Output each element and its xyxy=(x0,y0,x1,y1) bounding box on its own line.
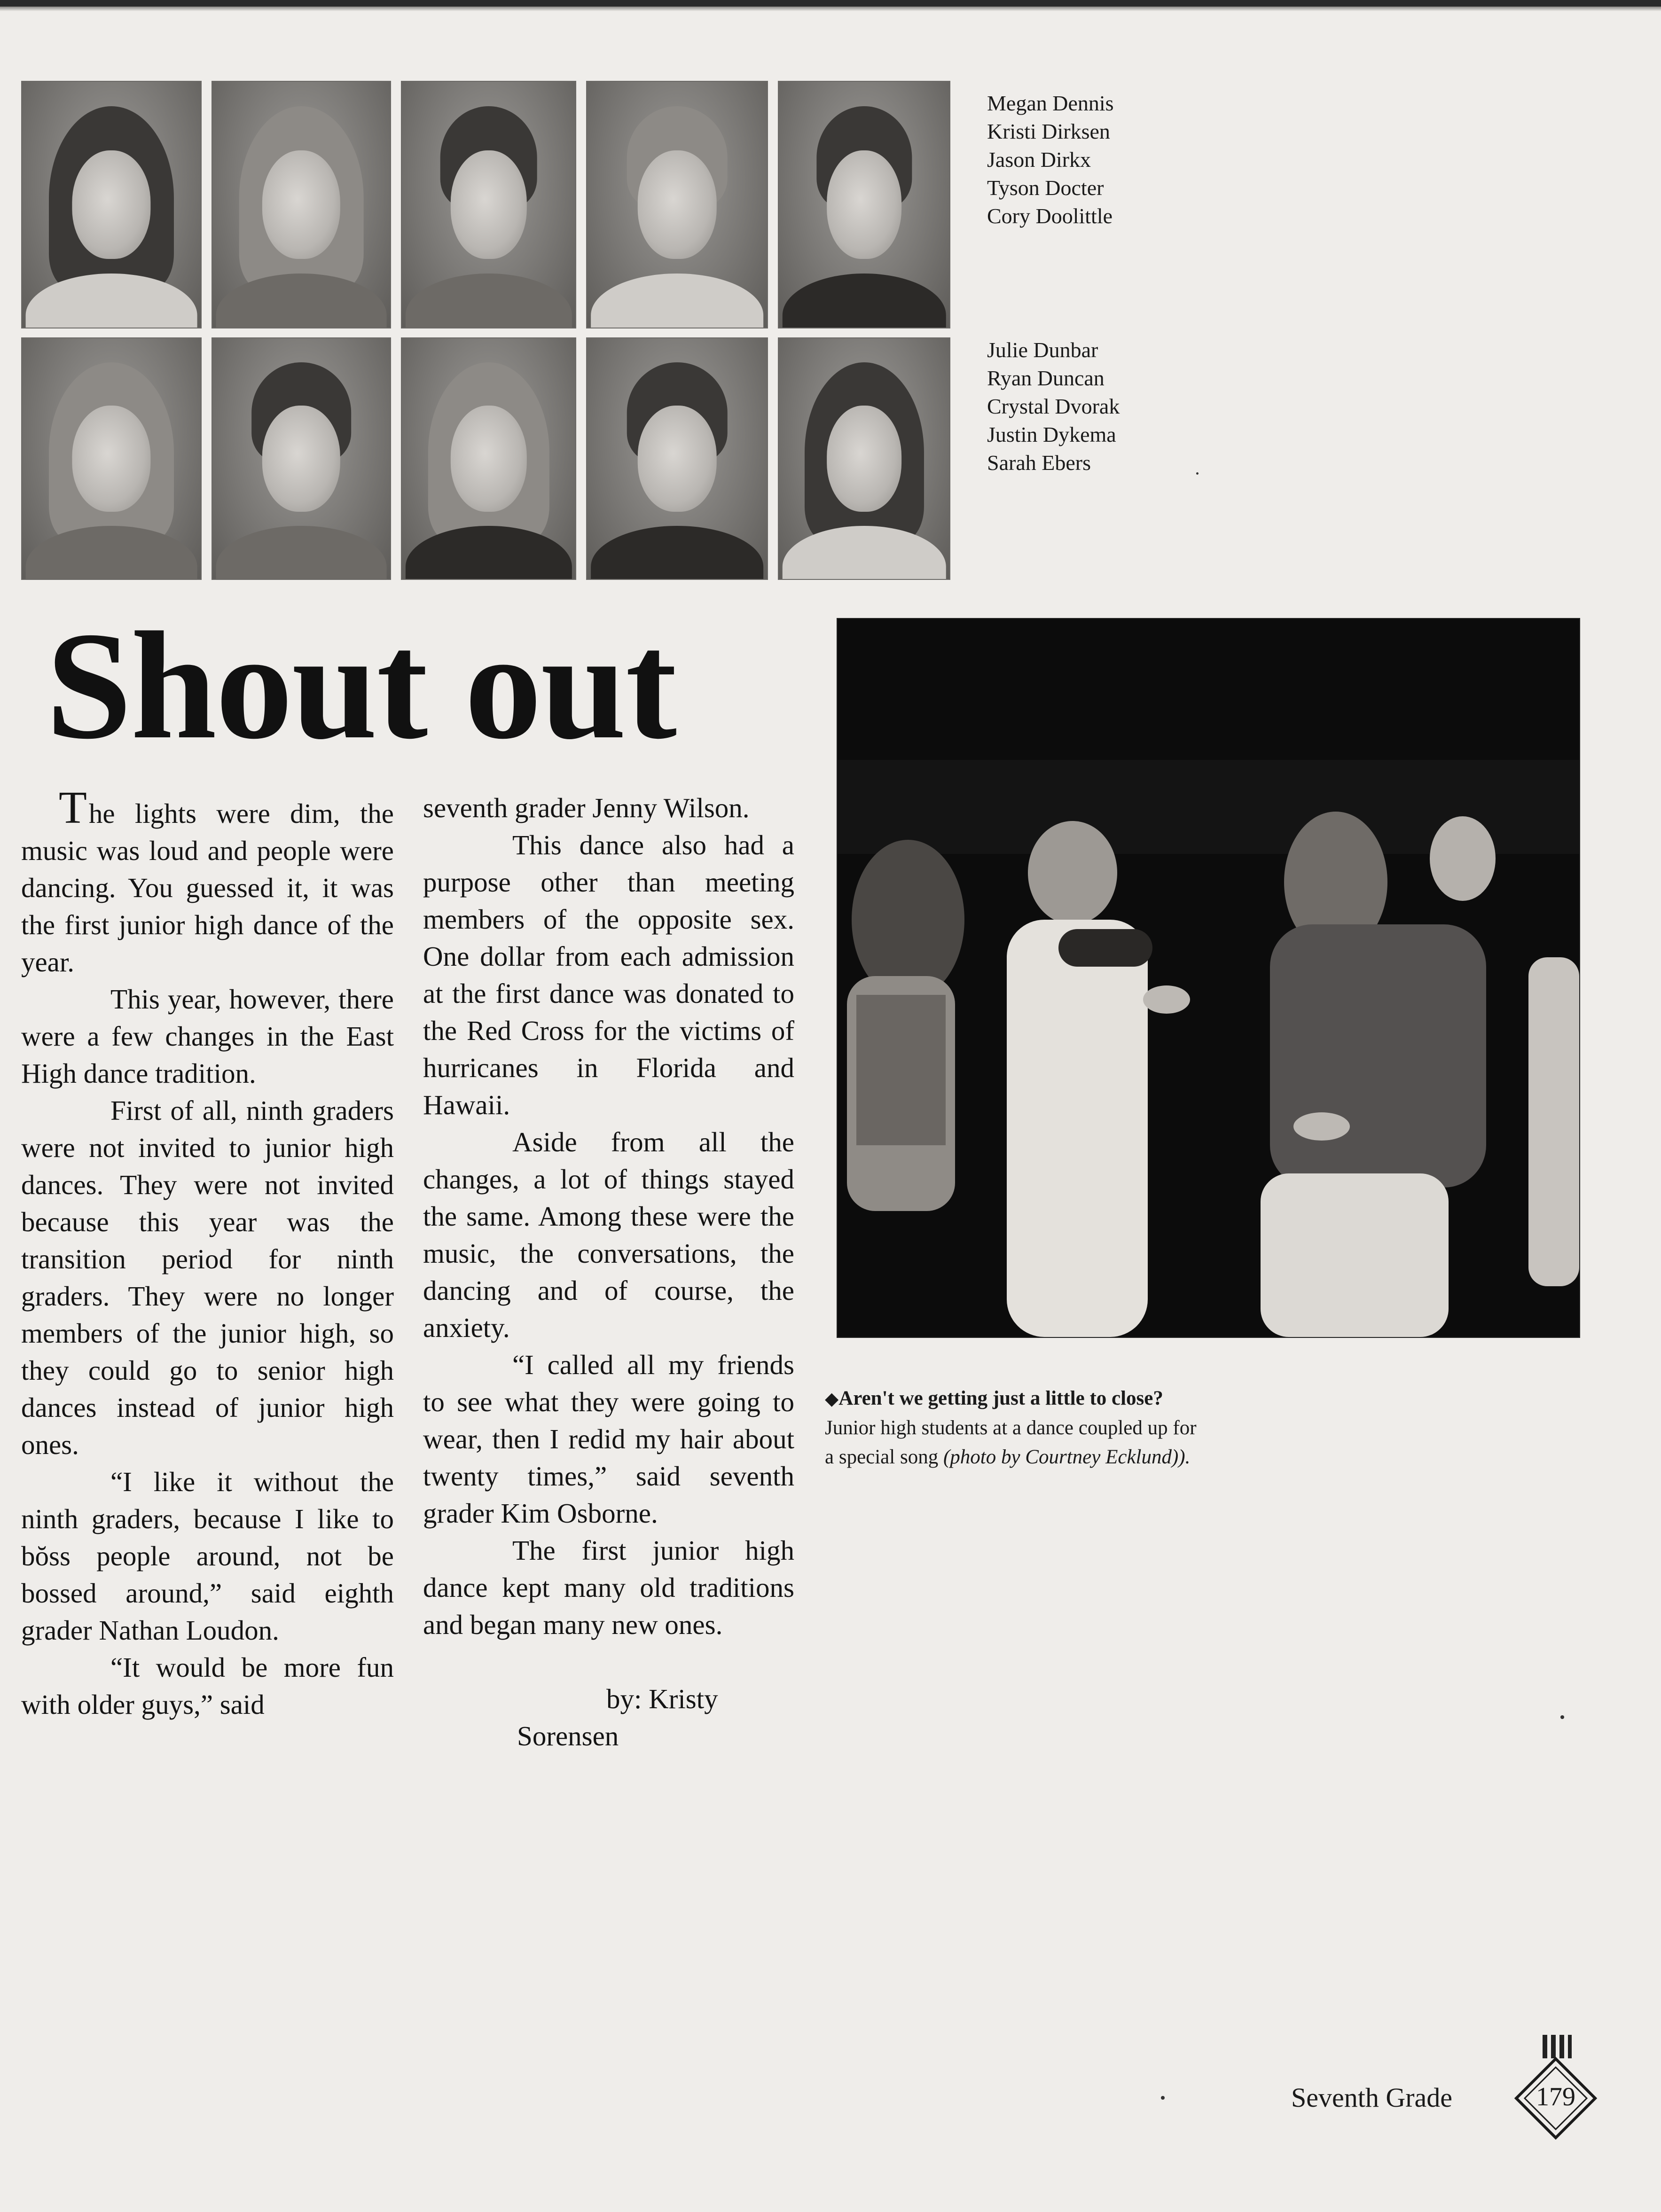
portrait-photo xyxy=(21,81,202,328)
portrait-face xyxy=(262,150,340,258)
portrait-face xyxy=(637,150,717,258)
article-paragraph: First of all, ninth graders were not invited to junior high dances. They were not invited because this year was the transition period for ninth graders. They were no longer members of the junior high, so they could go to senior high dances instead of junior high ones. xyxy=(21,1095,394,1460)
portrait-photo xyxy=(401,337,576,580)
article-byline: by: Kristy Sorensen xyxy=(517,1683,718,1751)
dance-photo-scene xyxy=(838,619,1579,1337)
portrait-face xyxy=(450,150,526,258)
portrait-face xyxy=(637,406,717,511)
portrait-shoulders xyxy=(782,526,946,580)
student-name: Justin Dykema xyxy=(987,422,1116,446)
article-paragraph: This year, however, there were a few changes in the East High dance tradition. xyxy=(21,984,394,1089)
student-name: Ryan Duncan xyxy=(987,366,1105,390)
portrait-shoulders xyxy=(405,274,572,328)
student-name: Jason Dirkx xyxy=(987,148,1091,172)
portrait-photo xyxy=(21,337,202,580)
article-paragraph: seventh grader Jenny Wilson. xyxy=(423,792,750,823)
portrait-face xyxy=(827,406,902,511)
page-tab-bars-icon xyxy=(1541,2035,1574,2058)
portrait-face xyxy=(72,406,150,511)
article-paragraph: Aside from all the changes, a lot of things stayed the same. Among these were the music, the conversations, the dancing and of course, the anxiety. xyxy=(423,1126,794,1343)
caption-credit: (photo by Courtney Ecklund)). xyxy=(943,1446,1191,1468)
article-paragraph: “I like it without the ninth graders, because I like to bŏss people around, not be bossed around,” said eighth grader Nathan Loudon. xyxy=(21,1466,394,1646)
portrait-photo xyxy=(778,81,950,328)
article-paragraph: “I called all my friends to see what they were going to wear, then I redid my hair about twenty times,” said seventh grader Kim Osborne. xyxy=(423,1349,794,1529)
portrait-shoulders xyxy=(591,526,764,580)
portrait-shoulders xyxy=(405,526,572,580)
dance-photo xyxy=(837,618,1580,1338)
article-paragraph: “It would be more fun with older guys,” said xyxy=(21,1652,394,1720)
portrait-photo xyxy=(212,337,391,580)
caption-lead: Aren't we getting just a little to close? xyxy=(838,1387,1163,1409)
portrait-shoulders xyxy=(26,274,197,328)
student-name: Cory Doolittle xyxy=(987,204,1113,228)
print-speck xyxy=(1161,2096,1165,2100)
page-number: 179 xyxy=(1536,2082,1575,2111)
portrait-shoulders xyxy=(26,526,197,580)
student-name: Sarah Ebers xyxy=(987,451,1091,475)
student-name: Julie Dunbar xyxy=(987,338,1098,362)
print-speck xyxy=(1196,472,1199,475)
portrait-face xyxy=(827,150,902,258)
portrait-face xyxy=(262,406,340,511)
portrait-shoulders xyxy=(216,274,387,328)
paragraph-text: he lights were dim, the music was loud and people were dancing. You guessed it, it was the first junior high dance of the year. xyxy=(21,798,394,977)
student-name: Kristi Dirksen xyxy=(987,119,1110,143)
student-name: Tyson Docter xyxy=(987,176,1104,200)
student-name: Megan Dennis xyxy=(987,91,1114,115)
portrait-names-row-1 xyxy=(987,89,1114,230)
portrait-photo xyxy=(212,81,391,328)
portrait-photo xyxy=(586,337,768,580)
article-paragraph xyxy=(21,782,394,981)
print-speck xyxy=(1560,1715,1564,1719)
top-edge-shadow xyxy=(0,7,1661,11)
article-paragraph: The first junior high dance kept many old traditions and began many new ones. xyxy=(423,1535,794,1640)
photo-caption xyxy=(825,1384,1201,1472)
portrait-face xyxy=(450,406,526,511)
portrait-shoulders xyxy=(782,274,946,328)
portrait-shoulders xyxy=(216,526,387,580)
article-column-2 xyxy=(423,789,794,1755)
section-label: Seventh Grade xyxy=(1291,2082,1453,2113)
caption-body: Junior high students at a dance coupled up for a special song xyxy=(825,1417,1197,1468)
top-edge-rule xyxy=(0,0,1661,7)
article-column-1 xyxy=(21,782,394,1723)
portrait-photo xyxy=(401,81,576,328)
caption-marker: ◆ xyxy=(825,1389,839,1409)
drop-cap: T xyxy=(59,782,87,833)
article-paragraph: This dance also had a purpose other than meeting members of the opposite sex. One dollar from each admission at the first dance was donated to the Red Cross for the victims of hurricanes in Florida and Hawaii. xyxy=(423,829,794,1120)
portrait-photo xyxy=(586,81,768,328)
portrait-shoulders xyxy=(591,274,764,328)
student-name: Crystal Dvorak xyxy=(987,394,1120,418)
portrait-names-row-2 xyxy=(987,336,1120,477)
article-headline: Shout out xyxy=(46,600,676,771)
portrait-face xyxy=(72,150,150,258)
portrait-photo xyxy=(778,337,950,580)
